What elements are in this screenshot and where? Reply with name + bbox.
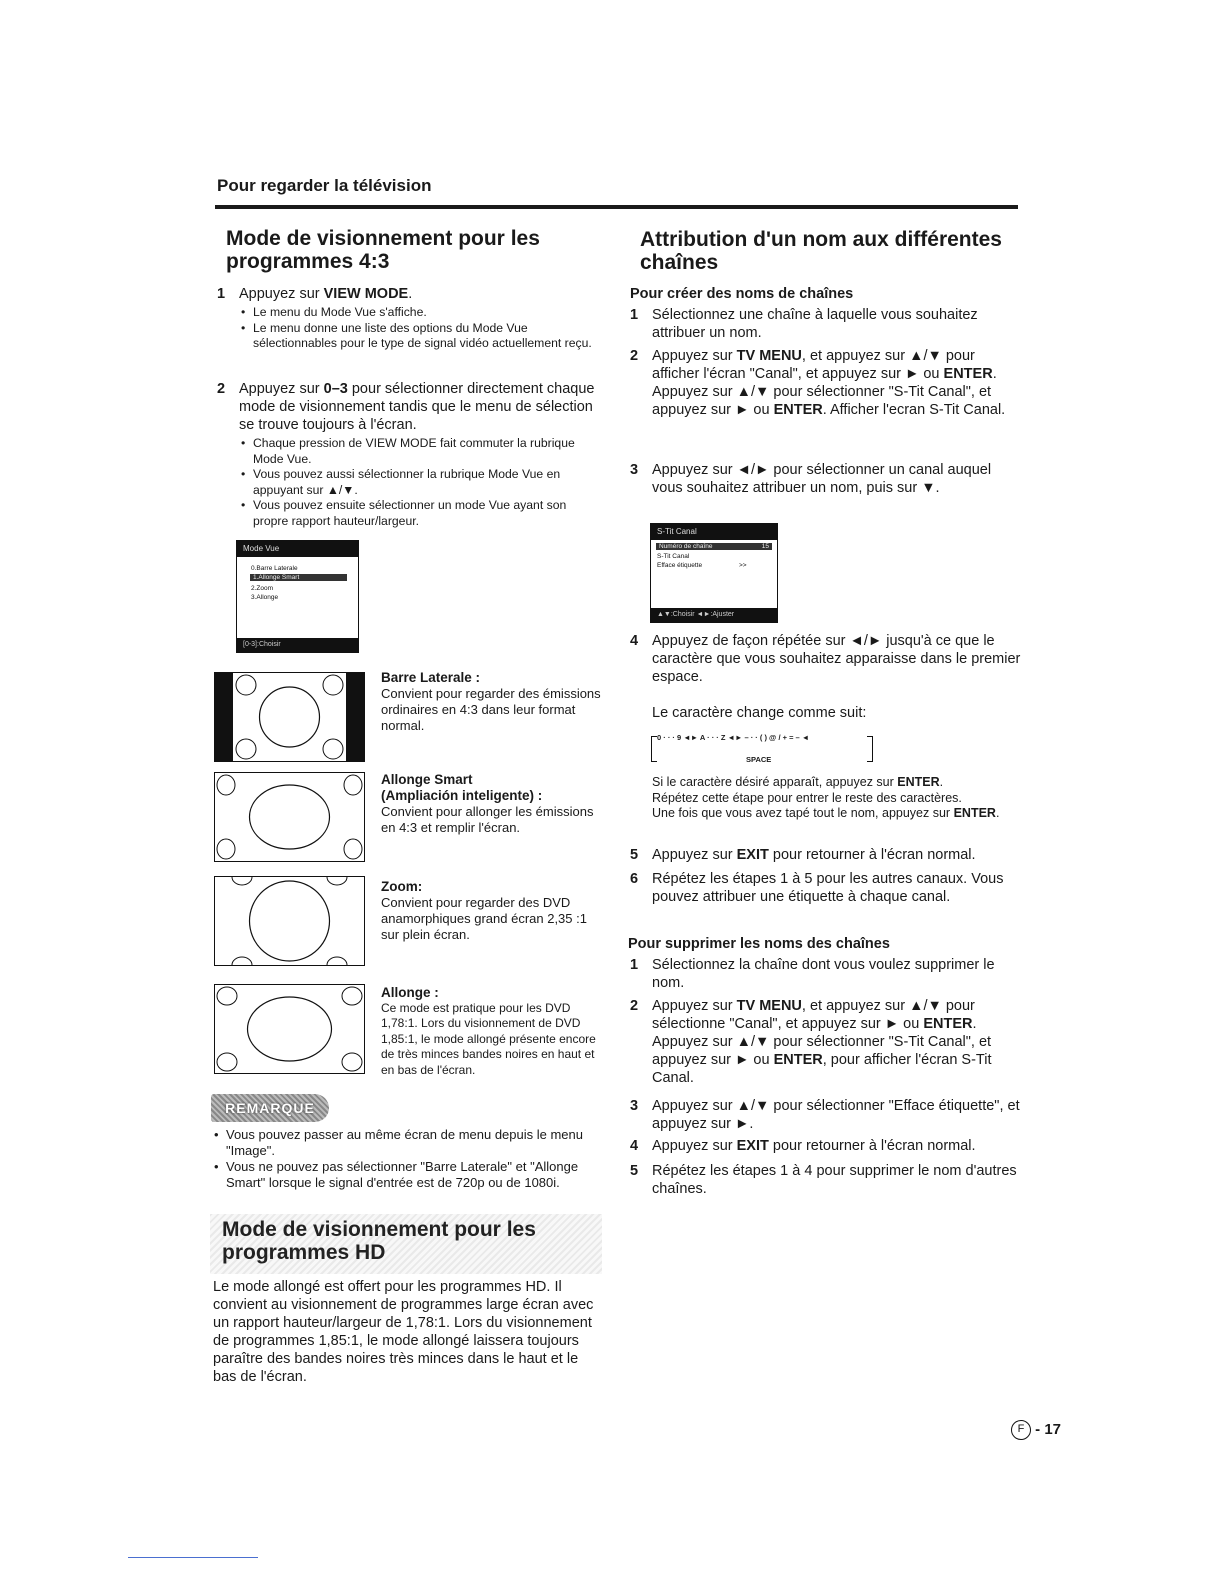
osd-row-value: >>: [739, 562, 747, 569]
delete-step-2: 2 Appuyez sur TV MENU, et appuyez sur ▲/▼ pour sélectionne "Canal", et appuyez sur ► ou ENTER. Appuyez sur ▲/▼ pour sélectionner "S-Tit Canal", et appuyez sur ► ou ENTER, pour afficher l'écran S-Tit Canal.: [630, 998, 992, 1086]
step-number: 1: [217, 286, 226, 302]
create-step-6: 6 Répétez les étapes 1 à 5 pour les autres canaux. Vous pouvez attribuer une étiquette à chaque canal.: [630, 871, 1004, 905]
bullet: • Le menu du Mode Vue s'affiche.: [239, 305, 602, 321]
osd-title: Mode Vue: [237, 541, 358, 557]
osd-row: S-Tit Canal: [657, 553, 690, 560]
heading-hd-mode: Mode de visionnement pour les programmes HD: [210, 1214, 602, 1274]
mode-allonge: Allonge : Ce mode est pratique pour les DVD 1,78:1. Lors du visionnement de DVD 1,85:1, le mode allongé présente encore de très minces bandes noires en haut et en bas de l'écran.: [381, 985, 596, 1077]
create-step-4: 4 Appuyez de façon répétée sur ◄/► jusqu'à ce que le caractère que vous souhaitez apparaisse dans le premier espace.: [630, 633, 1021, 685]
step-2-select: 2 Appuyez sur 0–3 pour sélectionner directement chaque mode de visionnement tandis que le menu de sélection se trouve toujours à l'écran. • Chaque pression de VIEW MODE fait commuter la rubrique Mode Vue. • Vous pouvez aussi sélectionner la rubrique Mode Vue en appuyant sur ▲/▼. • Vous pouvez ensuite sélectionner un mode Vue ayant son propre rapport hauteur/largeur.: [217, 380, 602, 529]
osd-item: 2.Zoom: [251, 585, 274, 592]
create-step-1: 1 Sélectionnez une chaîne à laquelle vous souhaitez attribuer un nom.: [630, 307, 978, 341]
osd-item: 3.Allonge: [251, 594, 279, 601]
mode-allonge-smart: Allonge Smart (Ampliación inteligente) : Convient pour allonger les émissions en 4:3 et remplir l'écran.: [381, 772, 594, 835]
thumb-allonge: [214, 984, 365, 1074]
delete-step-4: 4 Appuyez sur EXIT pour retourner à l'écran normal.: [630, 1138, 976, 1154]
note-item: • Vous pouvez passer au même écran de menu depuis le menu "Image".: [212, 1127, 602, 1159]
heading-channel-names: Attribution d'un nom aux différentes chaînes: [640, 228, 1002, 274]
section-title: Pour regarder la télévision: [217, 176, 432, 195]
osd-stit-canal-screen: [650, 523, 778, 623]
note-item: • Vous ne pouvez pas sélectionner "Barre Laterale" et "Allonge Smart" lorsque le signal d'entrée est de 720p ou de 1080i.: [212, 1159, 602, 1191]
hd-paragraph: Le mode allongé est offert pour les programmes HD. Il convient au visionnement de programmes large écran avec un rapport hauteur/largeur de 1,78:1. Lors du visionnement de programmes 1,85:1, le mode allongé laissera toujours paraître des bandes noires très minces dans le haut et le bas de l'écran.: [213, 1279, 594, 1385]
bullet: • Le menu donne une liste des options du Mode Vue sélectionnables pour le type de signal vidéo actuellement reçu.: [239, 321, 602, 352]
create-step-3: 3 Appuyez sur ◄/► pour sélectionner un canal auquel vous souhaitez attribuer un nom, puis sur ▼.: [630, 462, 992, 496]
heading-create-names: Pour créer des noms de chaînes: [630, 286, 854, 302]
thumb-zoom: [214, 876, 365, 966]
osd-footer: [0-3]:Choisir: [237, 638, 358, 652]
delete-step-1: 1 Sélectionnez la chaîne dont vous voulez supprimer le nom.: [630, 957, 995, 991]
page-number: F - 17: [1011, 1420, 1061, 1440]
remarque-badge: REMARQUE: [211, 1094, 329, 1122]
heading-delete-names: Pour supprimer les noms des chaînes: [628, 936, 890, 952]
delete-step-3: 3 Appuyez sur ▲/▼ pour sélectionner "Efface étiquette", et appuyez sur ►.: [630, 1098, 1020, 1132]
mode-barre-laterale: Barre Laterale : Convient pour regarder des émissions ordinaires en 4:3 dans leur format normal.: [381, 670, 601, 733]
create-step-2: 2 Appuyez sur TV MENU, et appuyez sur ▲/▼ pour afficher l'écran "Canal", et appuyez sur ► ou ENTER. Appuyez sur ▲/▼ pour sélectionner "S-Tit Canal", et appuyez sur ► ou ENTER. Afficher l'ecran S-Tit Canal.: [630, 348, 1006, 418]
bullet: • Chaque pression de VIEW MODE fait commuter la rubrique Mode Vue.: [239, 436, 602, 467]
create-step-5: 5 Appuyez sur EXIT pour retourner à l'écran normal.: [630, 847, 976, 863]
bullet: • Vous pouvez aussi sélectionner la rubrique Mode Vue en appuyant sur ▲/▼.: [239, 467, 602, 498]
char-entry-notes: Si le caractère désiré apparaît, appuyez sur ENTER. Répétez cette étape pour entrer le reste des caractères. Une fois que vous avez tapé tout le nom, appuyez sur ENTER.: [652, 775, 1000, 820]
delete-step-5: 5 Répétez les étapes 1 à 4 pour supprimer le nom d'autres chaînes.: [630, 1163, 1017, 1197]
thumb-allonge-smart: [214, 772, 365, 862]
mode-zoom: Zoom: Convient pour regarder des DVD anamorphiques grand écran 2,35 :1 sur plein écran.: [381, 879, 587, 942]
osd-footer: ▲▼:Choisir ◄►:Ajuster: [651, 608, 777, 622]
osd-item: 0.Barre Laterale: [251, 565, 298, 572]
osd-item-selected: 1.Allonge Smart: [250, 574, 347, 581]
osd-title: S-Tit Canal: [651, 524, 777, 540]
language-f-icon: F: [1011, 1420, 1031, 1440]
step-number: 2: [217, 381, 226, 397]
char-sequence-diagram: [651, 731, 873, 767]
char-change-label: Le caractère change comme suit:: [652, 705, 867, 721]
osd-view-mode-screen: [236, 540, 359, 653]
thumb-barre-laterale: [214, 672, 365, 762]
heading-43-mode: Mode de visionnement pour les programmes 4:3: [226, 227, 540, 273]
step-1-view-mode: 1 Appuyez sur VIEW MODE. • Le menu du Mode Vue s'affiche. • Le menu donne une liste des options du Mode Vue sélectionnables pour le type de signal vidéo actuellement reçu.: [217, 285, 602, 352]
header-rule: [215, 205, 1018, 209]
osd-row: Efface étiquette: [657, 562, 703, 569]
char-sequence: 0 · · · 9 ◄► A · · · Z ◄► – · · ( ) @ / + = – ◄: [657, 733, 810, 742]
footer-line: [128, 1557, 258, 1558]
remarque-notes: [212, 1125, 602, 1191]
bullet: • Vous pouvez ensuite sélectionner un mode Vue ayant son propre rapport hauteur/largeur.: [239, 498, 602, 529]
char-space: SPACE: [746, 755, 772, 764]
osd-row-selected: Numéro de chaîne 15: [656, 543, 772, 550]
